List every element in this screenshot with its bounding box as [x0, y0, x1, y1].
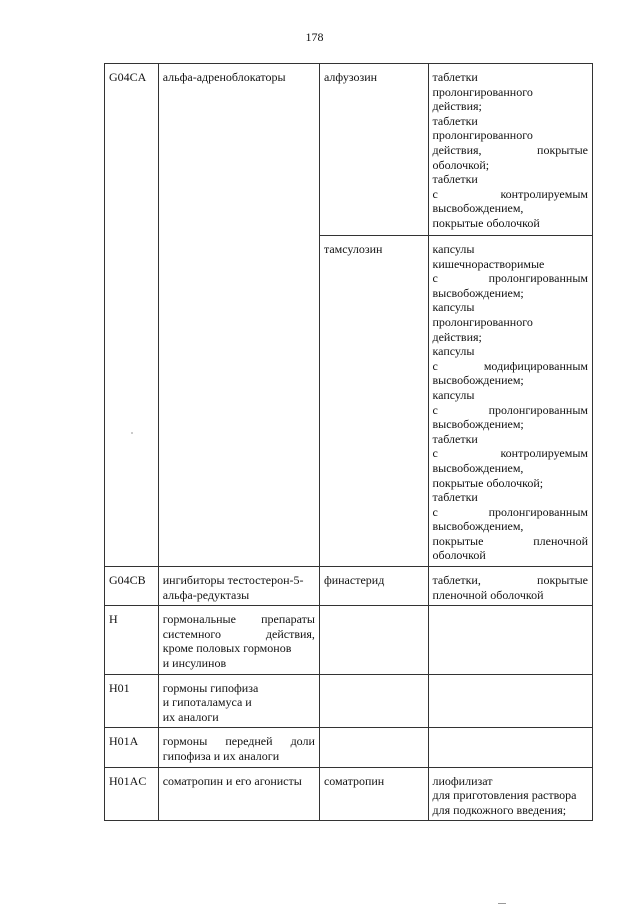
- cell-text-line: системного действия,: [162, 626, 315, 641]
- cell-text-line: высвобождением,: [432, 460, 524, 475]
- cell-text-line: с контролируемым: [432, 186, 588, 201]
- cell-text-line: с пролонгированным: [432, 402, 588, 417]
- cell-text-line: лиофилизат: [432, 773, 493, 788]
- cell-text-line: альфа-редуктазы: [162, 587, 250, 602]
- page-number: 178: [305, 30, 324, 44]
- cell-text-line: пролонгированного: [432, 314, 533, 329]
- cell-text-line: покрытые пленочной: [432, 533, 588, 548]
- cell-text-line: действия;: [432, 329, 482, 344]
- group-cell: [158, 606, 319, 674]
- table-row: [105, 728, 593, 767]
- cell-text-line: их аналоги: [162, 709, 219, 724]
- cell-text-line: таблетки: [432, 431, 478, 446]
- group-cell: [158, 567, 319, 606]
- dosage-form-cell: [428, 767, 593, 821]
- drug-name-cell: тамсулозин: [319, 236, 428, 567]
- drug-name-cell: алфузозин: [319, 64, 428, 236]
- drug-name-cell: [319, 606, 428, 674]
- dosage-form-cell: [428, 64, 593, 236]
- group-cell: [158, 767, 319, 821]
- cell-text-line: с контролируемым: [432, 446, 588, 461]
- cell-text-line: действия;: [432, 99, 482, 114]
- dosage-form-cell: [428, 674, 593, 728]
- cell-text-line: кроме половых гормонов: [162, 641, 292, 656]
- cell-text-line: для подкожного введения;: [432, 802, 567, 817]
- cell-text-line: покрытые оболочкой;: [432, 475, 544, 490]
- cell-text-line: высвобождением;: [432, 417, 524, 432]
- cell-text-line: ингибиторы тестостерон-5-: [162, 573, 304, 588]
- atc-code-cell: G04CA: [105, 64, 159, 567]
- cell-text-line: капсулы: [432, 242, 475, 256]
- cell-text-line: с пролонгированным: [432, 271, 588, 286]
- cell-text-line: покрытые оболочкой: [432, 215, 540, 230]
- cell-text-line: и инсулинов: [162, 656, 227, 671]
- drug-table: [104, 63, 593, 821]
- cell-text-line: соматропин и его агонисты: [162, 773, 302, 788]
- drug-name-cell: соматропин: [319, 767, 428, 821]
- group-cell: [158, 674, 319, 728]
- cell-text-line: с пролонгированным: [432, 504, 588, 519]
- dosage-form-cell: [428, 728, 593, 767]
- drug-name-cell: [319, 674, 428, 728]
- cell-text-line: гормоны гипофиза: [162, 680, 259, 695]
- cell-text-line: оболочкой: [432, 548, 486, 563]
- table-row: [105, 674, 593, 728]
- cell-text-line: таблетки: [432, 70, 478, 84]
- cell-text-line: с модифицированным: [432, 358, 588, 373]
- drug-name-cell: финастерид: [319, 567, 428, 606]
- cell-text-line: высвобождением;: [432, 285, 524, 300]
- group-cell: [158, 728, 319, 767]
- dosage-form-cell: [428, 236, 593, 567]
- atc-code-cell: G04CB: [105, 567, 159, 606]
- scan-mark: [498, 903, 506, 904]
- cell-text-line: и гипоталамуса и: [162, 695, 252, 710]
- cell-text-line: таблетки: [432, 113, 478, 128]
- cell-text-line: таблетки, покрытые: [432, 573, 588, 588]
- cell-text-line: кишечнорастворимые: [432, 256, 545, 271]
- table-row: [105, 567, 593, 606]
- cell-text-line: гормональные препараты: [162, 612, 315, 627]
- table-row: [105, 64, 593, 236]
- group-cell: альфа-адреноблокаторы: [158, 64, 319, 567]
- dosage-form-cell: [428, 567, 593, 606]
- atc-code-cell: H: [105, 606, 159, 674]
- cell-text-line: пленочной оболочкой: [432, 587, 544, 602]
- drug-name-cell: [319, 728, 428, 767]
- table-row: [105, 606, 593, 674]
- dosage-form-cell: [428, 606, 593, 674]
- table-row: [105, 767, 593, 821]
- cell-text-line: высвобождением;: [432, 373, 524, 388]
- atc-code-cell: H01A: [105, 728, 159, 767]
- cell-text-line: высвобождением,: [432, 519, 524, 534]
- cell-text-line: для приготовления раствора: [432, 788, 577, 803]
- atc-code-cell: H01: [105, 674, 159, 728]
- cell-text-line: действия, покрытые: [432, 142, 588, 157]
- cell-text-line: капсулы: [432, 387, 475, 402]
- cell-text-line: капсулы: [432, 344, 475, 359]
- cell-text-line: пролонгированного: [432, 128, 533, 143]
- cell-text-line: пролонгированного: [432, 84, 533, 99]
- scan-speck: [131, 432, 133, 434]
- cell-text-line: капсулы: [432, 300, 475, 315]
- cell-text-line: таблетки: [432, 172, 478, 187]
- cell-text-line: высвобождением,: [432, 201, 524, 216]
- cell-text-line: гормоны передней доли: [162, 734, 315, 749]
- atc-code-cell: H01AC: [105, 767, 159, 821]
- cell-text-line: таблетки: [432, 490, 478, 505]
- cell-text-line: гипофиза и их аналоги: [162, 749, 280, 763]
- cell-text-line: оболочкой;: [432, 157, 490, 172]
